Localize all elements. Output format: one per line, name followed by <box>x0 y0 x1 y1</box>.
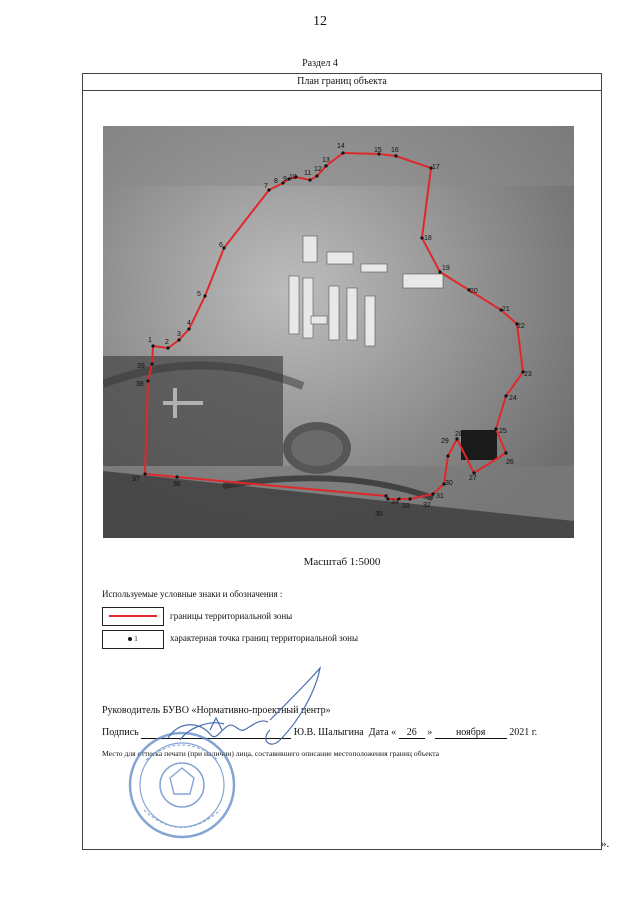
point-label-16: 16 <box>391 147 399 154</box>
closing-quote: ». <box>601 838 610 850</box>
point-label-7: 7 <box>264 183 268 190</box>
date-label: Дата « <box>368 727 397 738</box>
stamp-place-note: Место для оттиска печати (при наличии) лица, составившего описание местоположения границ объекта <box>102 749 440 758</box>
legend-point-symbol <box>102 630 164 649</box>
plan-title: План границ объекта <box>82 73 602 91</box>
legend-title: Используемые условные знаки и обозначения : <box>102 589 283 599</box>
point-label-23: 23 <box>524 371 532 378</box>
point-label-29: 29 <box>441 438 449 445</box>
signer-name: Ю.В. Шалыгина <box>293 727 364 738</box>
point-label-11: 11 <box>304 170 312 177</box>
point-label-38: 38 <box>136 381 144 388</box>
point-label-20: 20 <box>470 288 478 295</box>
red-line-symbol <box>109 615 157 617</box>
point-label-25: 25 <box>499 428 507 435</box>
page-number: 12 <box>313 14 327 29</box>
point-label-3: 3 <box>177 331 181 338</box>
aerial-map-svg <box>103 126 574 538</box>
scale-label: Масштаб 1:5000 <box>303 556 381 568</box>
point-label-19: 19 <box>442 265 450 272</box>
date-year: 2021 г. <box>509 727 538 738</box>
point-label-1: 1 <box>148 337 152 344</box>
round-stamp <box>130 733 234 837</box>
sign-label: Подпись <box>102 727 139 738</box>
point-label-26: 26 <box>506 459 514 466</box>
stamp-and-signature <box>120 660 350 850</box>
point-label-15: 15 <box>374 147 382 154</box>
date-month: ноября <box>435 727 507 739</box>
point-label-8: 8 <box>274 178 278 185</box>
point-label-34: 34 <box>391 499 399 506</box>
point-label-9: 9 <box>283 176 287 183</box>
legend-point-number: 1 <box>134 635 138 643</box>
point-dot-icon <box>128 637 132 641</box>
point-label-21: 21 <box>502 306 510 313</box>
date-day: 26 <box>399 727 425 739</box>
point-label-30: 30 <box>445 480 453 487</box>
point-label-36: 36 <box>173 481 181 488</box>
point-label-32: 32 <box>423 502 431 509</box>
point-label-10: 10 <box>289 174 297 181</box>
point-label-35: 35 <box>375 511 383 518</box>
head-line: Руководитель БУВО «Нормативно-проектный центр» <box>102 705 331 716</box>
point-label-14: 14 <box>337 143 345 150</box>
point-label-12: 12 <box>314 166 322 173</box>
point-label-22: 22 <box>517 323 525 330</box>
point-label-18: 18 <box>424 235 432 242</box>
point-label-4: 4 <box>187 320 191 327</box>
point-label-17: 17 <box>432 164 440 171</box>
point-label-39: 39 <box>137 363 145 370</box>
aerial-map <box>103 126 574 538</box>
date-day-close: » <box>427 727 433 738</box>
section-label: Раздел 4 <box>302 58 338 69</box>
point-label-28: 28 <box>455 431 463 438</box>
point-label-2: 2 <box>165 339 169 346</box>
dark-building <box>461 430 497 460</box>
legend-boundary-text: границы территориальной зоны <box>170 611 293 621</box>
point-label-5: 5 <box>197 291 201 298</box>
point-label-33: 33 <box>402 503 410 510</box>
point-label-6: 6 <box>219 242 223 249</box>
point-label-27: 27 <box>469 475 477 482</box>
legend-point-text: характерная точка границ территориальной зоны <box>170 633 359 643</box>
point-label-24: 24 <box>509 395 517 402</box>
point-label-37: 37 <box>132 476 140 483</box>
point-label-13: 13 <box>322 157 330 164</box>
point-label-31: 31 <box>436 493 444 500</box>
legend-boundary-symbol <box>102 607 164 626</box>
